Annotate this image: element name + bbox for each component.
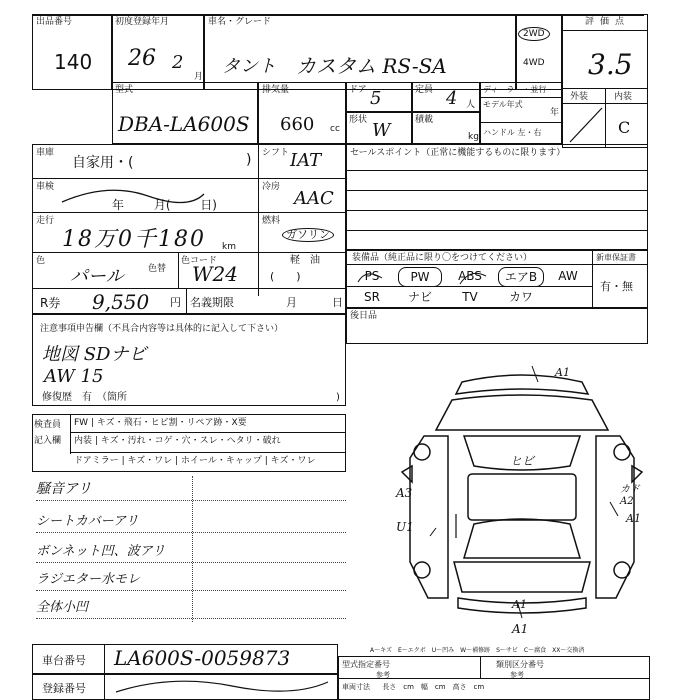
fuel: ガソリン (282, 228, 334, 242)
rear-label: 後日品 (350, 311, 378, 321)
tax-label: 名義期限 (190, 296, 234, 309)
color-label: 色 (36, 256, 46, 266)
rating-sub-split (605, 88, 606, 148)
capacity-unit: 人 (466, 100, 476, 110)
car-grade: カスタム RS-SA (296, 54, 447, 78)
legend-line-2 (338, 678, 650, 679)
ac-label: 冷房 (262, 182, 281, 192)
dims: 車両寸法 長さ cm 幅 cm 高さ cm (342, 683, 485, 691)
inspector-split (70, 414, 71, 454)
dealer-line (480, 97, 562, 98)
color: パール (70, 266, 124, 287)
reg-no-strike (112, 676, 332, 698)
lot-number: 140 (54, 50, 93, 74)
drive-2wd: 2WD (518, 27, 550, 41)
type-label: 型式指定番号 (342, 660, 390, 669)
equip-split (592, 250, 593, 308)
sales-point-box (346, 144, 648, 250)
sp-line-4 (346, 230, 648, 231)
equipment-label: 装備品（純正品に限り〇をつけてください） (352, 253, 533, 263)
car-name-label: 車名・グレード (208, 17, 272, 27)
inspector-label-1: 検査員 (34, 420, 62, 430)
inspector-row-2: 内装 | キズ・汚れ・コゲ・穴・スレ・ヘタリ・破れ (74, 436, 281, 446)
usage-close: ) (246, 152, 252, 168)
notes-label: 注意事項申告欄（不具合内容等は具体的に記入して下さい） (40, 324, 284, 334)
exterior-label: 外装 (570, 92, 589, 102)
rating-divider (562, 30, 648, 31)
remark-rule-1 (36, 500, 346, 501)
type-ref: 参考 (376, 671, 390, 679)
remark-col-split (192, 476, 193, 622)
equip-leather: カワ (508, 290, 533, 304)
equip-pw: PW (398, 267, 442, 287)
capacity: 4 (446, 88, 458, 109)
remark-3: ボンネット凹、波アリ (36, 544, 166, 559)
class-label: 類別区分番号 (496, 660, 544, 669)
warranty: 有・無 (600, 280, 633, 293)
lot-no-label: 出品番号 (36, 17, 73, 27)
model-label: 型式 (115, 85, 134, 95)
usage: 自家用・( (72, 155, 134, 171)
row-line-1 (32, 178, 346, 179)
tax-day: 日 (332, 296, 343, 309)
equip-abs: ABS (458, 269, 482, 283)
mark-a3: A3 (396, 486, 413, 500)
tax-split (186, 288, 187, 314)
color-change-label: 色替 (148, 264, 167, 274)
equip-checks (356, 264, 496, 288)
mark-a1-right: A1 (626, 512, 641, 525)
sp-line-2 (346, 190, 648, 191)
rating-label: 評価点 (585, 17, 631, 27)
shift: IAT (290, 150, 322, 171)
inspector-row-3: ドアミラー | キズ・ワレ | ホイール・キャップ | キズ・ワレ (74, 456, 316, 466)
legend-split (480, 656, 481, 678)
remark-rule-2 (36, 532, 346, 533)
ac: AAC (294, 188, 334, 209)
exterior-slash (564, 104, 604, 146)
interior-label: 内装 (614, 92, 633, 102)
model-year-label: モデル年式 (483, 100, 523, 109)
usage-label: 車庫 (36, 148, 55, 158)
color-code-split (178, 252, 179, 288)
new-car-label: 新車保証書 (596, 253, 636, 262)
reg-split (258, 144, 259, 296)
sales-point-label: セールスポイント（正常に機能するものに限ります） (350, 148, 566, 158)
mileage: 18万0千180 (62, 227, 206, 252)
dealer-label: ディーラー・並行 (483, 85, 547, 94)
sp-line-3 (346, 210, 648, 211)
shaken-label: 車検 (36, 182, 55, 192)
inspector-line-2 (70, 452, 346, 453)
equip-aw: AW (558, 269, 578, 283)
capacity-label: 定員 (415, 85, 434, 95)
inspector-label-2: 記入欄 (34, 436, 62, 446)
reg-year: 26 (128, 46, 156, 71)
light-oil: 軽 油 (290, 255, 320, 266)
shift-label: シフト (262, 148, 290, 158)
mark-right: カド A2 (620, 484, 640, 507)
equip-navi: ナビ (407, 290, 432, 304)
color-code: W24 (192, 262, 239, 286)
handle-line (480, 122, 562, 123)
recycle-label: R券 (40, 296, 61, 310)
cc-unit: cc (330, 124, 340, 134)
mark-u1: U1 (396, 520, 414, 534)
remark-rule-5 (36, 618, 346, 619)
drive-box (516, 14, 562, 90)
reg-month: 2 (172, 52, 184, 73)
year-unit: 年 (550, 108, 560, 118)
inspector-row-1: FW | キズ・飛石・ヒビ割・リペア跡・X要 (74, 418, 247, 428)
class-ref: 参考 (510, 671, 524, 679)
doors-label: ドア (349, 85, 367, 95)
doors: 5 (370, 88, 382, 109)
overall-rating: 3.5 (588, 48, 633, 81)
remark-4: ラジエター水モレ (36, 572, 141, 587)
km-unit: km (222, 242, 236, 252)
chassis-label: 車台番号 (42, 654, 86, 667)
remark-rule-4 (36, 590, 346, 591)
legend-line: A～キズ E～エクボ U～凹み W～補修跡 S～サビ C～腐食 XX～交換済 (370, 647, 585, 654)
car-name: タント (222, 56, 276, 77)
chassis-number: LA600S-0059873 (114, 646, 291, 670)
mark-a1-top: A1 (555, 366, 570, 379)
repair-close: ) (336, 392, 340, 403)
shape-label: 形状 (349, 115, 368, 125)
shape: W (372, 120, 391, 141)
mark-a1-under: A1 (512, 622, 529, 636)
color-code-label: 色コード (181, 256, 218, 266)
notes-line-1: 地図 SDナビ (42, 344, 147, 365)
equip-tv: TV (462, 290, 478, 304)
first-reg-label: 初度登録年月 (115, 17, 170, 27)
interior-grade: C (618, 118, 631, 137)
sp-line-1 (346, 170, 648, 171)
notes-line-2: AW 15 (44, 366, 104, 387)
displacement: 660 (280, 114, 315, 135)
handle-label: ハンドル 左・右 (483, 128, 542, 137)
repair-label: 修復歴 有 （箇所 (42, 392, 127, 403)
remark-5: 全体小凹 (36, 600, 89, 615)
shaken-line: 年 月( 日) (112, 198, 217, 212)
reg-no-label: 登録番号 (42, 682, 86, 695)
yen-unit: 円 (170, 296, 181, 309)
remark-2: シートカバーアリ (36, 514, 139, 529)
drive-4wd: 4WD (523, 58, 545, 68)
tax-month: 月 (286, 296, 297, 309)
recycle: 9,550 (92, 290, 150, 314)
equip-airbag: エアB (498, 267, 544, 287)
remark-rule-3 (36, 562, 346, 563)
mark-a1-bottom: A1 (512, 598, 527, 611)
row-line-2 (32, 212, 346, 213)
fuel-paren: ( ) (270, 270, 301, 283)
kg-unit: kg (468, 132, 479, 142)
equip-sr: SR (364, 290, 380, 304)
fuel-label: 燃料 (262, 216, 281, 226)
rear-items-box (346, 308, 648, 344)
row-line-3 (32, 252, 346, 253)
month-unit: 月 (194, 72, 204, 82)
remark-1: 騒音アリ (36, 481, 92, 497)
displacement-label: 排気量 (262, 85, 290, 95)
row-line-4 (32, 288, 346, 289)
load-label: 積載 (415, 115, 434, 125)
equip-ps: PS (364, 269, 380, 283)
mark-hibi: ヒビ (510, 454, 535, 468)
model-code: DBA-LA600S (118, 112, 250, 136)
mileage-label: 走行 (36, 216, 55, 226)
inspector-line-1 (70, 432, 346, 433)
